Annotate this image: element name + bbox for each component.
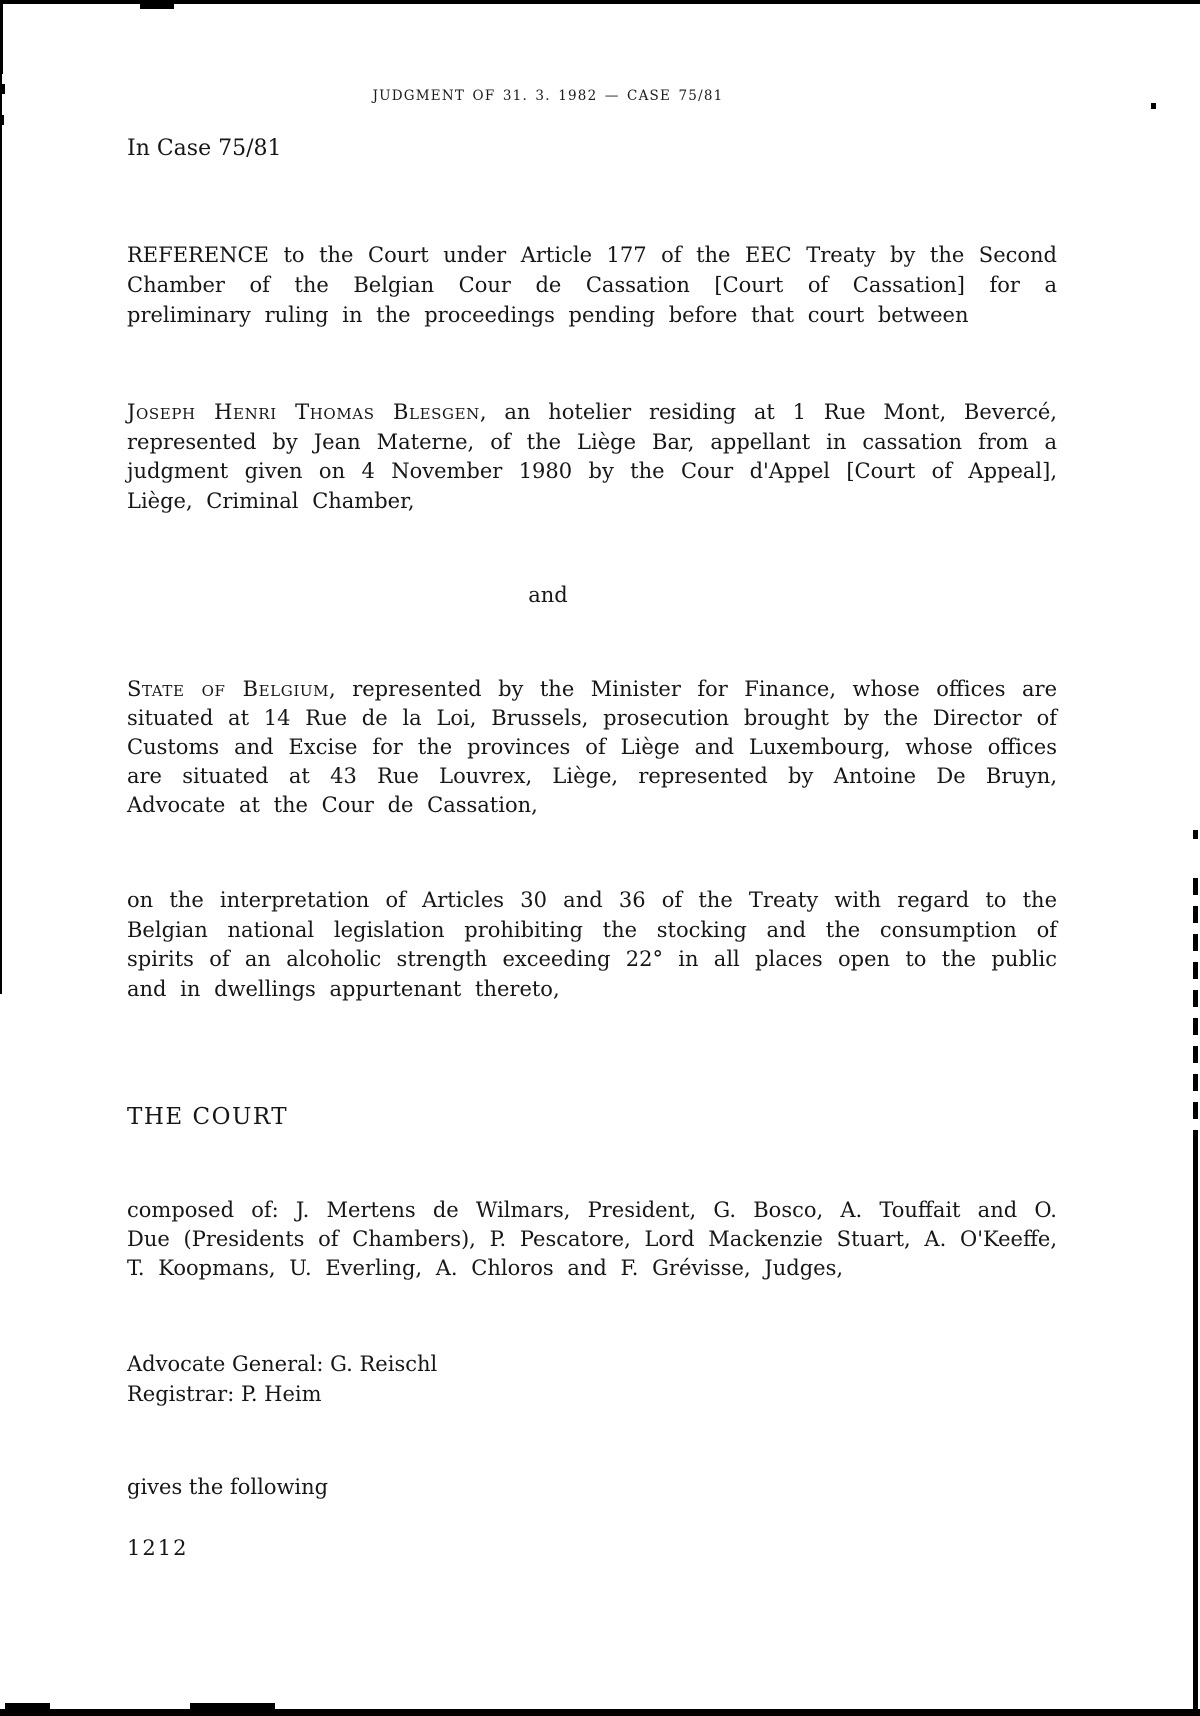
case-number-line: In Case 75/81 (127, 136, 282, 161)
scan-left-border-thick (0, 0, 3, 74)
scan-left-tick (0, 115, 4, 125)
gives-following-line: gives the following (127, 1475, 329, 1499)
advocate-general-line: Advocate General: G. Reischl (127, 1352, 438, 1376)
scan-left-tick (0, 84, 5, 94)
reference-paragraph: REFERENCE to the Court under Article 177 of the EEC Treaty by the Second Chamber of the Belgian Cour de Cassation [Court of Cassation] for a preliminary ruling in the proceedings pending before that court between (127, 243, 1057, 327)
scan-right-dash (1193, 830, 1198, 839)
scan-left-border-thin (0, 74, 2, 994)
respondent-paragraph (127, 675, 1057, 820)
scan-bottom-border (0, 1709, 1200, 1716)
scan-speck (1151, 103, 1156, 109)
respondent-description: , represented by the Minister for Finance, whose offices are situated at 14 Rue de la Loi, Brussels, prosecution brought by the Director of Customs and Excise for the provinces of Liège and Luxembourg, whose offices are situated at 43 Rue Louvrex, Liège, represented by Antoine De Bruyn, Advocate at the Cour de Cassation, (127, 677, 1057, 817)
page-number: 1212 (127, 1536, 189, 1560)
scan-right-border (1193, 1136, 1198, 1710)
court-heading: THE COURT (127, 1104, 289, 1130)
respondent-name: State of Belgium (127, 677, 330, 701)
scan-right-dashed-line (1193, 878, 1198, 1136)
appellant-paragraph (127, 398, 1057, 516)
subject-paragraph: on the interpretation of Articles 30 and 36 of the Treaty with regard to the Belgian national legislation prohibiting the stocking and the consumption of spirits of an alcoholic strength exceeding 22° in all places open to the public and in dwellings appurtenant thereto, (127, 888, 1057, 1001)
and-connector: and (528, 583, 568, 607)
running-header: JUDGMENT OF 31. 3. 1982 — CASE 75/81 (372, 88, 724, 104)
composition-paragraph: composed of: J. Mertens de Wilmars, President, G. Bosco, A. Touffait and O. Due (Presidents of Chambers), P. Pescatore, Lord Mackenzie Stuart, A. O'Keeffe, T. Koopmans, U. Everling, A. Chloros and F. Grévisse, Judges, (127, 1198, 1057, 1280)
scan-top-mark (140, 0, 174, 9)
scan-top-border (0, 0, 1200, 4)
appellant-description: , an hotelier residing at 1 Rue Mont, Bevercé, represented by Jean Materne, of the Liège Bar, appellant in cassation from a judgment given on 4 November 1980 by the Cour d'Appel [Court of Appeal], Liège, Criminal Chamber, (127, 400, 1057, 513)
registrar-line: Registrar: P. Heim (127, 1382, 322, 1406)
appellant-name: Joseph Henri Thomas Blesgen (127, 400, 480, 424)
